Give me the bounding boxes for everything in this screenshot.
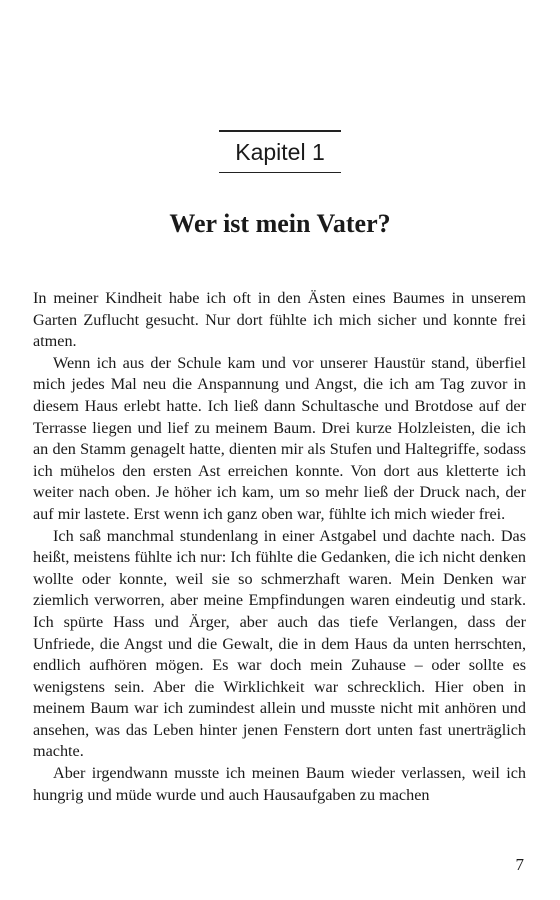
- chapter-heading: [0, 130, 560, 173]
- body-text: [33, 288, 526, 806]
- paragraph-1: In meiner Kindheit habe ich oft in den Ästen eines Baumes in unserem Garten Zuflucht gesucht. Nur dort fühlte ich mich sicher und konnte frei atmen.: [33, 289, 526, 351]
- paragraph-2: Wenn ich aus der Schule kam und vor unserer Haustür stand, überfiel mich jedes Mal neu die Anspannung und Angst, die ich am Tag zuvor in diesem Haus erlebt hatte. Ich ließ dann Schultasche und Brotdose auf der Terrasse liegen und lief zu meinem Baum. Drei kurze Holzleisten, die ich an den Stamm genagelt hatte, dienten mir als Stufen und Haltegriffe, sodass ich mühelos den ersten Ast erreichen konnte. Von dort aus kletterte ich weiter nach oben. Je höher ich kam, um so mehr ließ der Druck nach, der auf mir lastete. Erst wenn ich ganz oben war, fühlte ich mich wieder frei.: [33, 353, 526, 523]
- chapter-label: Kapitel 1: [235, 138, 325, 165]
- page-number: 7: [515, 855, 524, 874]
- paragraph-4: Aber irgendwann musste ich meinen Baum wieder verlassen, weil ich hungrig und müde wurde und auch Hausaufgaben zu machen: [33, 764, 526, 804]
- chapter-rule-bottom: [219, 172, 341, 174]
- chapter-title: Wer ist mein Vater?: [169, 209, 391, 238]
- paragraph-3: Ich saß manchmal stundenlang in einer Astgabel und dachte nach. Das heißt, meistens fühlte ich nur: Ich fühlte die Gedanken, die ich nicht denken wollte oder konnte, weil sie so schmerzhaft waren. Mein Denken war ziemlich verworren, aber meine Empfindungen waren eindeutig und stark. Ich spürte Hass und Ärger, aber auch das tiefe Verlangen, dass der Unfriede, die Angst und die Gewalt, die in dem Haus da unten herrschten, endlich aufhören mögen. Es war doch mein Zuhause – oder sollte es wenigstens sein. Aber die Wirklichkeit war schrecklich. Hier oben in meinem Baum war ich zumindest allein und musste nicht mit anhören und ansehen, was das Leben hinter jenen Fenstern dort unten fast unerträglich machte.: [33, 526, 526, 761]
